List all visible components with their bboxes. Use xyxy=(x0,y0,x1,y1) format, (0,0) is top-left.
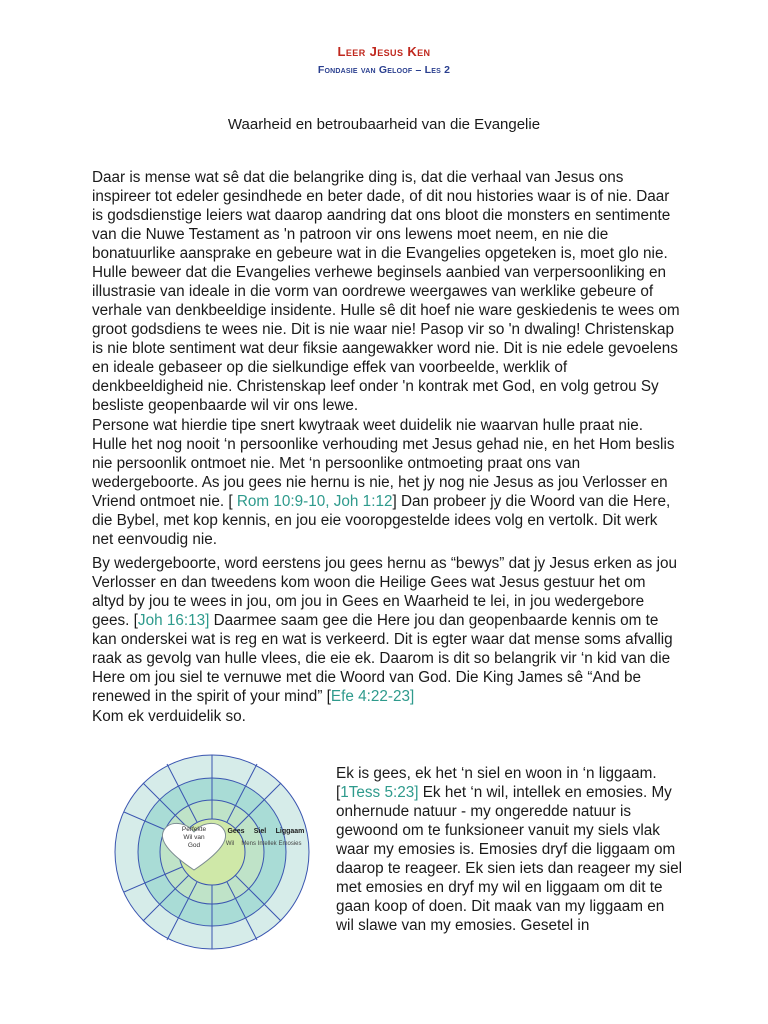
label-siel: Siel xyxy=(253,828,267,835)
heart-label-3: God xyxy=(187,842,201,849)
paragraph-2-text-a: Persone wat hierdie tipe snert kwytraak weet duidelik nie waarvan hulle praat nie. Hulle het nog nooit ‘n persoonlike verhouding met Jesus gehad nie, en het Hom beslis nie persoonlik ontmoet nie. Met ‘n persoonlike ontmoeting praat ons van wedergeboorte. As jou gees nie hernu is nie, het jy nog nie Jesus as jou Verlosser en Vriend ontmoet nie. [ xyxy=(92,417,675,510)
paragraph-5-text-a: Ek is gees, ek het ‘n siel en woon in ‘n liggaam. [ xyxy=(336,765,657,801)
paragraph-3-text-b: Daarmee saam gee die Here jou dan geopenbaarde kennis om te kan onderskei wat is reg en wat is verkeerd. Dit is egter waar dat mense soms afvallig raak as gevolg van hulle vlees, die eie ek. Daarom is dit so belangrik vir ‘n kid van die Here om jou siel te vernuwe met die Woord van God. Die King James sê “And be renewed in the spirit of your mind” [ xyxy=(92,612,673,705)
sublabel-mens-intellek: Mens Intellek xyxy=(241,841,277,847)
paragraph-4: Kom ek verduidelik so. xyxy=(92,708,246,725)
concentric-circles-figure xyxy=(112,752,312,952)
scripture-reference-link[interactable]: Joh 16:13] xyxy=(137,612,210,629)
lesson-subtitle: Fondasie van Geloof – Les 2 xyxy=(317,64,451,76)
paragraph-1: Daar is mense wat sê dat die belangrike ding is, dat die verhaal van Jesus ons inspireer tot edeler gesindhede en beter dade, of dit nou histories waar is of nie. Daar is godsdienstige leiers wat daarop aandring dat ons bloot die monsters en sentimente van die Nuwe Testament as 'n patroon vir ons lewens moet neem, en nie die bonatuurlike aansprake en gebeure wat in die Evangelies opgeteken is, moet glo nie. Hulle beweer dat die Evangelies verhewe beginsels aanbied van verpersoonliking en illustrasie van ideale in die vorm van oordrewe weergawes van werklike gebeure of verhale van denkbeeldige insidente. Hulle sê dit hoef nie ware geskiedenis te wees om groot godsdiens te wees nie. Dit is nie waar nie! Pasop vir so 'n dwaling! Christenskap is nie blote sentiment wat deur fiksie aangewakker word nie. Dit is nie edele gevoelens en ideale gebaseer op die sielkundige effek van voorbeelde, werklik of denkbeeldigheid nie. Christenskap leef onder 'n kontrak met God, en volg getrou Sy besliste geopenbaarde wil vir ons lewe. xyxy=(92,169,680,414)
paragraph-2 xyxy=(92,416,682,549)
sublabel-wil: Wil xyxy=(225,841,235,847)
sublabel-emosies: Emosies xyxy=(278,841,302,847)
series-title: Leer Jesus Ken xyxy=(337,44,431,59)
label-liggaam: Liggaam xyxy=(275,828,305,835)
paragraph-3-text-a: By wedergeboorte, word eerstens jou gees hernu as “bewys” dat jy Jesus erken as jou Verlosser en dan tweedens kom woon die Heilige Gees wat Jesus gestuur het om altyd by jou te wees in jou, om jou in Gees en Waarheid te lei, in jou wedergebore gees. [ xyxy=(92,555,677,629)
scripture-reference-link[interactable]: Rom 10:9-10, Joh 1:12 xyxy=(232,493,393,510)
paragraph-5-text-b: Ek het ‘n wil, intellek en emosies. My onhernude natuur - my ongeredde natuur is gewoond om te funksioneer vanuit my siels vlak waar my emosies is. Emosies dryf die liggaam om daarop te reageer. Ek sien iets dan reageer my siel met emosies en dryf my wil en liggaam om dit te gaan koop of doen. Dit maak van my liggaam en wil slawe van my emosies. Gesetel in xyxy=(336,784,683,934)
scripture-reference-link[interactable]: 1Tess 5:23] xyxy=(340,784,419,801)
heart-label-2: Wil van xyxy=(183,834,205,841)
paragraph-5 xyxy=(336,764,686,935)
heart-label-1: Perfekte xyxy=(181,826,207,833)
spirit-soul-body-diagram xyxy=(112,752,312,952)
paragraph-3 xyxy=(92,554,682,706)
label-gees: Gees xyxy=(227,828,245,835)
paragraph-2-text-b: ] Dan probeer jy die Woord van die Here, die Bybel, met kop kennis, en jou eie vooropgestelde idees volg en vertolk. Dit werk net eenvoudig nie. xyxy=(92,493,671,548)
scripture-reference-link[interactable]: Efe 4:22-23] xyxy=(330,688,415,705)
document-title: Waarheid en betroubaarheid van die Evangelie xyxy=(227,116,541,133)
